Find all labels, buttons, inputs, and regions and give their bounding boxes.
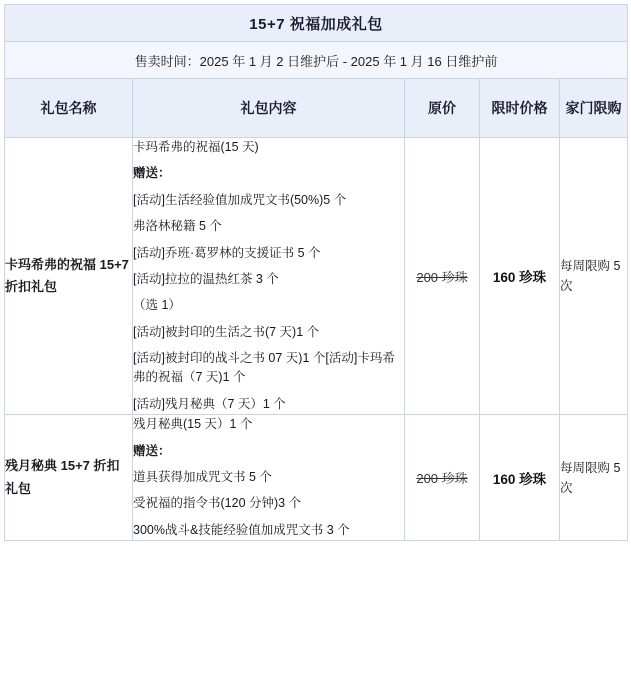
purchase-limit: 每周限购 5 次 bbox=[560, 415, 628, 541]
table-subtitle-row bbox=[5, 42, 628, 79]
sale-period-text: 售卖时间：2025 年 1 月 2 日维护后 - 2025 年 1 月 16 日维护前 bbox=[5, 42, 628, 79]
table-header-row bbox=[5, 79, 628, 138]
package-contents bbox=[133, 415, 405, 541]
table-row bbox=[5, 138, 628, 415]
content-line: [活动]被封印的生活之书(7 天)1 个 bbox=[133, 324, 320, 339]
column-header-original-price: 原价 bbox=[405, 79, 480, 138]
original-price-value: 200 珍珠 bbox=[416, 269, 468, 285]
content-line-choice-label: （选 1） bbox=[133, 298, 181, 313]
content-line-gift-label: 赠送： bbox=[133, 166, 171, 181]
content-line: [活动]生活经验值加成咒文书(50%)5 个 bbox=[133, 192, 347, 207]
package-name: 卡玛希弗的祝福 15+7 折扣礼包 bbox=[5, 138, 133, 415]
original-price bbox=[405, 415, 480, 541]
package-contents bbox=[133, 138, 405, 415]
table-row bbox=[5, 415, 628, 541]
column-header-contents: 礼包内容 bbox=[133, 79, 405, 138]
column-header-purchase-limit: 家门限购 bbox=[560, 79, 628, 138]
content-line: [活动]拉拉的温热红茶 3 个 bbox=[133, 271, 279, 286]
content-line: 300%战斗&技能经验值加成咒文书 3 个 bbox=[133, 522, 350, 537]
content-line: 残月秘典(15 天）1 个 bbox=[133, 417, 253, 432]
purchase-limit: 每周限购 5 次 bbox=[560, 138, 628, 415]
content-line-gift-label: 赠送： bbox=[133, 443, 171, 458]
original-price bbox=[405, 138, 480, 415]
sale-price: 160 珍珠 bbox=[480, 138, 560, 415]
content-line: 受祝福的指令书(120 分钟)3 个 bbox=[133, 496, 302, 511]
content-line: [活动]乔班·葛罗林的支援证书 5 个 bbox=[133, 245, 321, 260]
page-title: 15+7 祝福加成礼包 bbox=[5, 5, 628, 42]
sale-price: 160 珍珠 bbox=[480, 415, 560, 541]
original-price-value: 200 珍珠 bbox=[416, 471, 468, 487]
column-header-sale-price: 限时价格 bbox=[480, 79, 560, 138]
content-line: [活动]被封印的战斗之书 07 天)1 个[活动]卡玛希弗的祝福（7 天)1 个 bbox=[133, 351, 395, 385]
table-title-row bbox=[5, 5, 628, 42]
column-header-name: 礼包名称 bbox=[5, 79, 133, 138]
package-table bbox=[4, 4, 628, 541]
package-name: 残月秘典 15+7 折扣礼包 bbox=[5, 415, 133, 541]
content-line: 道具获得加成咒文书 5 个 bbox=[133, 469, 272, 484]
content-line: [活动]残月秘典（7 天）1 个 bbox=[133, 396, 286, 411]
content-line: 卡玛希弗的祝福(15 天) bbox=[133, 140, 259, 154]
content-line: 弗洛林秘籍 5 个 bbox=[133, 219, 222, 234]
